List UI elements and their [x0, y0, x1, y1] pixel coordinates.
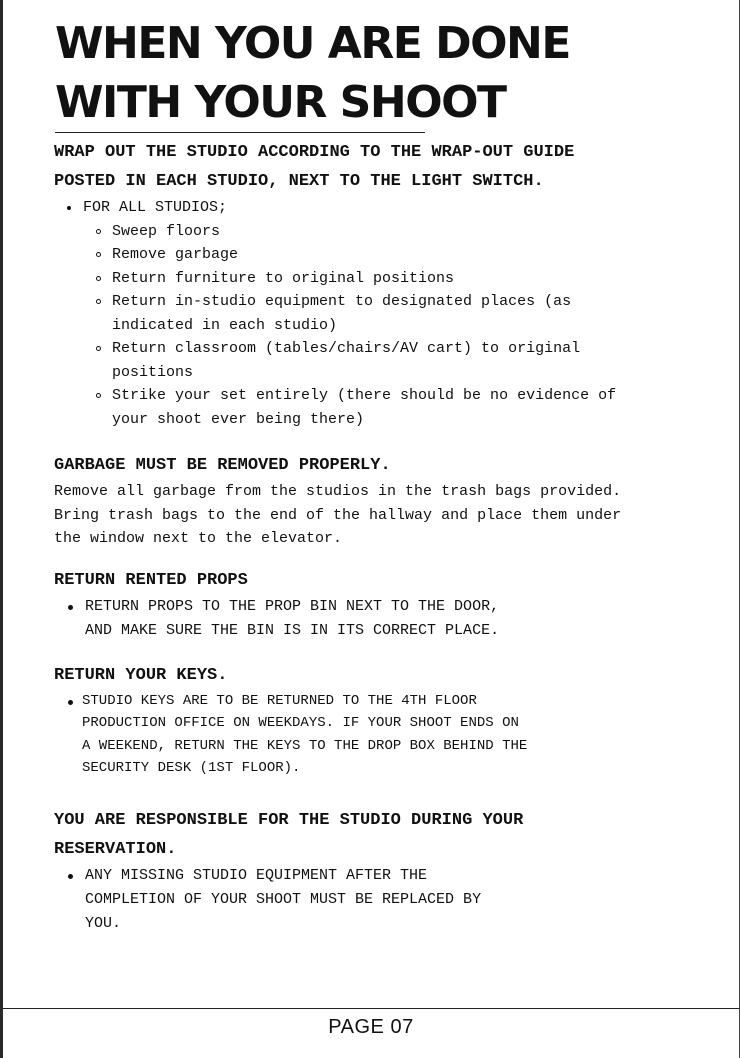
page-number: PAGE 07 — [328, 1016, 414, 1038]
section-heading-wrap-out: WRAP OUT THE STUDIO ACCORDING TO THE WRAP-OUT GUIDE POSTED IN EACH STUDIO, NEXT TO THE LIGHT SWITCH. — [54, 143, 575, 191]
responsibility-list — [54, 864, 524, 936]
list-item: Return classroom (tables/chairs/AV cart) to original positions — [83, 337, 622, 384]
wrap-out-list — [54, 196, 654, 431]
page-content — [54, 138, 654, 936]
list-item: STUDIO KEYS ARE TO BE RETURNED TO THE 4TH FLOOR PRODUCTION OFFICE ON WEEKDAYS. IF YOUR SHOOT ENDS ON A WEEKEND, RETURN THE KEYS TO THE DROP BOX BEHIND THE SECURITY DESK (1ST FLOOR). — [54, 690, 529, 780]
footer-divider — [3, 1008, 739, 1009]
list-item: ANY MISSING STUDIO EQUIPMENT AFTER THE COMPLETION OF YOUR SHOOT MUST BE REPLACED BY YOU. — [54, 864, 524, 936]
section-responsibility — [54, 806, 654, 936]
list-item: Sweep floors — [83, 220, 654, 244]
garbage-paragraph: Remove all garbage from the studios in the trash bags provided. Bring trash bags to the end of the hallway and place them under the window next to the elevator. — [54, 483, 622, 547]
list-item-all-studios — [54, 196, 654, 431]
page-title-line-2: WITH YOUR SHOOT — [55, 77, 506, 128]
section-heading-keys: RETURN YOUR KEYS. — [54, 665, 228, 685]
section-keys — [54, 661, 654, 780]
section-heading-garbage: GARBAGE MUST BE REMOVED PROPERLY. — [54, 456, 391, 475]
page-title — [55, 14, 570, 132]
section-heading-responsibility: YOU ARE RESPONSIBLE FOR THE STUDIO DURING YOUR RESERVATION. — [54, 810, 524, 859]
list-item: Strike your set entirely (there should be no evidence of your shoot ever being there) — [83, 384, 657, 431]
props-list — [54, 595, 534, 643]
wrap-out-sublist — [83, 220, 654, 432]
title-underline — [55, 132, 425, 133]
section-props — [54, 566, 654, 643]
list-item: Remove garbage — [83, 243, 654, 267]
list-item: Return furniture to original positions — [83, 267, 654, 291]
section-wrap-out — [54, 138, 654, 431]
all-studios-label: FOR ALL STUDIOS; — [83, 199, 228, 216]
section-garbage — [54, 451, 654, 551]
section-heading-props: RETURN RENTED PROPS — [54, 570, 248, 590]
keys-list — [54, 690, 529, 780]
list-item: Return in-studio equipment to designated places (as indicated in each studio) — [83, 290, 592, 337]
page-title-line-1: WHEN YOU ARE DONE — [55, 18, 570, 69]
list-item: RETURN PROPS TO THE PROP BIN NEXT TO THE DOOR, AND MAKE SURE THE BIN IS IN ITS CORRECT PLACE. — [54, 595, 534, 643]
